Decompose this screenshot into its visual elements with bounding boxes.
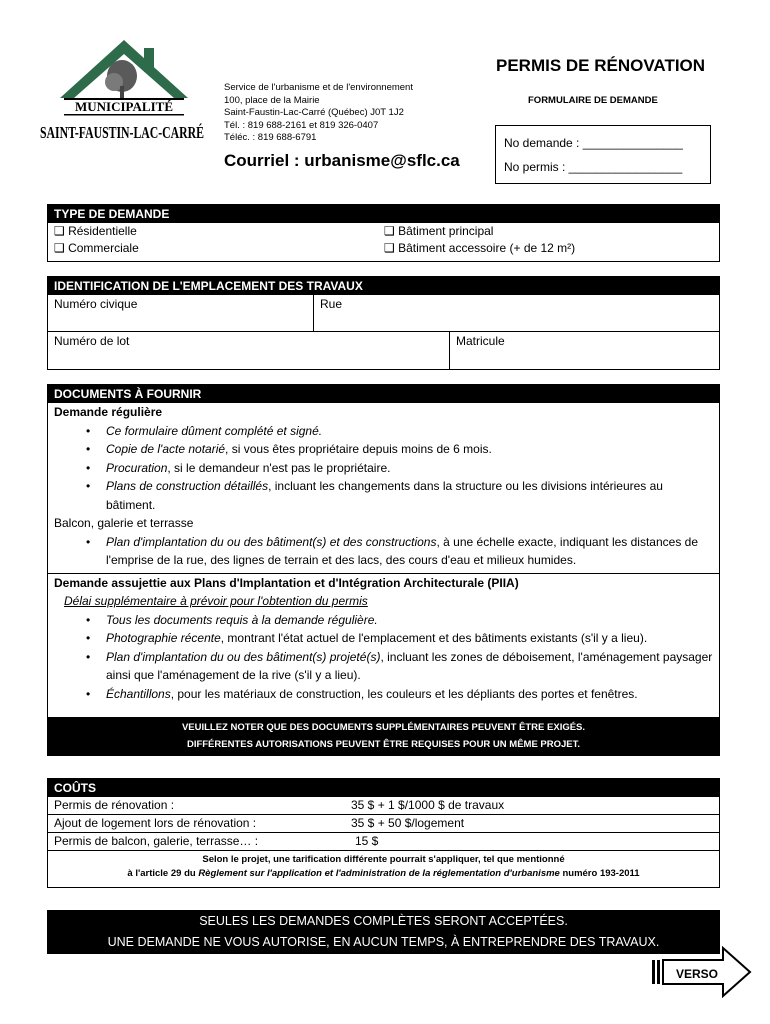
list-item: • Plan d'implantation du ou des bâtiment(s) projeté(s), incluant les zones de déboisement, l'aménagement paysager ainsi que l'aménagement de la rive (s'il y a lieu). [84,648,713,685]
cost-note: Selon le projet, une tarification différente pourrait s'appliquer, tel que mentionné à l'article 29 du Règlement sur l'application et l'administration de la réglementation d'urbanisme numéro 193-2011 [127,854,640,879]
section-heading: DOCUMENTS À FOURNIR [48,385,719,403]
email-link[interactable]: Courriel : urbanisme@sflc.ca [224,150,460,170]
checkbox-residentielle[interactable] [54,223,384,240]
contact-line: Téléc. : 819 688-6791 [224,132,317,143]
checkbox-batiment-principal[interactable] [384,223,575,240]
section-documents [47,384,720,756]
final-line: UNE DEMANDE NE VOUS AUTORISE, EN AUCUN TEMPS, À ENTREPRENDRE DES TRAVAUX. [107,935,660,949]
checkbox-label: Bâtiment accessoire (+ de 12 m²) [398,241,576,255]
page-subtitle: FORMULAIRE DE DEMANDE [528,95,658,106]
page-title: PERMIS DE RÉNOVATION [496,56,706,75]
list-item: • Photographie récente, montrant l'état actuel de l'emplacement et des bâtiments existants (s'il y a lieu). [84,629,713,648]
final-line: SEULES LES DEMANDES COMPLÈTES SERONT ACCEPTÉES. [199,914,568,928]
numero-lot-field[interactable]: Numéro de lot [48,332,450,369]
municipality-logo [38,36,206,160]
list-item: • Plan d'implantation du ou des bâtiment(s) et des constructions, à une échelle exacte, indiquant les distances de l'emprise de la rue, des lignes de terrain et des lacs, des cours d'eau et milieux humides. [84,533,713,570]
cost-label: Permis de balcon, galerie, terrasse… : [54,834,259,848]
list-item: • Plans de construction détaillés, incluant les changements dans la structure ou les divisions intérieures au bâtiment. [84,477,713,514]
cost-label: Ajout de logement lors de rénovation : [54,816,257,830]
logo-emblem-icon [38,36,206,160]
contact-line: Saint-Faustin-Lac-Carré (Québec) J0T 1J2 [224,107,404,118]
arrow-right-icon [652,946,752,998]
final-notice [47,910,720,954]
notice-line: VEUILLEZ NOTER QUE DES DOCUMENTS SUPPLÉMENTAIRES PEUVENT ÊTRE EXIGÉS. [181,722,586,733]
balcon-title: Balcon, galerie et terrasse [54,516,194,530]
notice-line: DIFFÉRENTES AUTORISATIONS PEUVENT ÊTRE REQUISES POUR UN MÊME PROJET. [186,739,581,750]
checkbox-label: Bâtiment principal [398,224,494,238]
checkbox-label: Commerciale [68,241,139,255]
checkbox-label: Résidentielle [68,224,137,238]
verso-label: VERSO [676,967,719,981]
contact-line: Service de l'urbanisme et de l'environnement [224,82,413,93]
verso-button[interactable] [652,946,752,998]
cost-row [48,797,719,815]
checkbox-icon: ❑ [54,224,69,238]
cost-value: 35 $ + 50 $/logement [351,816,465,830]
section-heading: COÛTS [48,779,719,797]
contact-line: Tél. : 819 688-2161 et 819 326-0407 [224,119,379,131]
request-number-box [495,125,711,184]
documents-notice [48,717,719,755]
numero-civique-field[interactable]: Numéro civique [48,295,314,331]
list-item: • Procuration, si le demandeur n'est pas le propriétaire. [84,459,713,478]
checkbox-icon: ❑ [384,241,399,255]
list-item: • Échantillons, pour les matériaux de construction, les couleurs et les dépliants des portes et fenêtres. [84,685,713,704]
cost-row [48,833,719,851]
cost-label: Permis de rénovation : [54,798,175,812]
logo-line1: MUNICIPALITÉ [75,99,173,114]
logo-line2: SAINT-FAUSTIN-LAC-CARRÉ [40,123,204,142]
checkbox-icon: ❑ [384,224,399,238]
no-demande-field[interactable]: No demande : _______________ [504,136,683,150]
contact-info [224,82,460,171]
rue-field[interactable]: Rue [320,297,343,311]
piia-title: Demande assujettie aux Plans d'Implantation et d'Intégration Architecturale (PIIA) [54,575,519,590]
section-heading: TYPE DE DEMANDE [48,205,719,223]
no-permis-field[interactable]: No permis : _________________ [504,160,683,174]
reguliere-title: Demande régulière [54,405,163,419]
checkbox-icon: ❑ [54,241,69,255]
cost-value: 35 $ + 1 $/1000 $ de travaux [351,798,505,812]
list-item: • Tous les documents requis à la demande régulière. [84,611,713,630]
section-identification [47,276,720,370]
section-heading: IDENTIFICATION DE L'EMPLACEMENT DES TRAVAUX [48,277,719,295]
cost-value: 15 $ [355,834,379,848]
section-couts [47,778,720,888]
cost-row [48,815,719,833]
checkbox-commerciale[interactable] [54,240,384,257]
checkbox-batiment-accessoire[interactable] [384,240,575,257]
list-item: • Ce formulaire dûment complété et signé. [84,422,713,441]
piia-delay: Délai supplémentaire à prévoir pour l'obtention du permis [64,594,368,608]
contact-line: 100, place de la Mairie [224,94,320,106]
list-item: • Copie de l'acte notarié, si vous êtes propriétaire depuis moins de 6 mois. [84,440,713,459]
matricule-field[interactable]: Matricule [456,334,505,348]
section-type-demande [47,204,720,262]
